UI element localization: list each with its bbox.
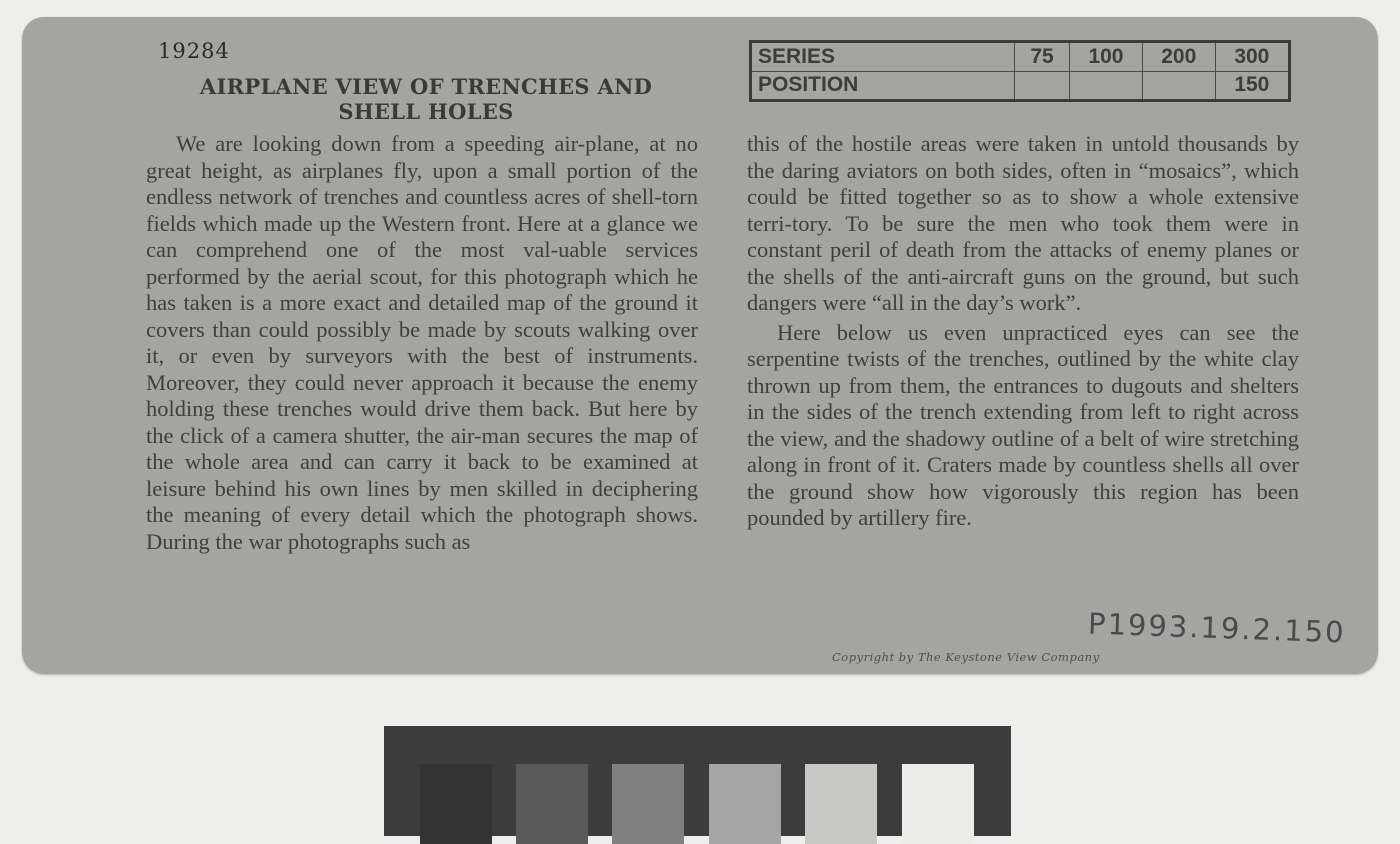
position-cell bbox=[1015, 71, 1070, 101]
gray-swatch bbox=[612, 764, 684, 844]
stereoview-card-back bbox=[22, 17, 1378, 674]
position-cell: 150 bbox=[1215, 71, 1289, 101]
copyright-line: Copyright by The Keystone View Company bbox=[832, 650, 1100, 664]
title-line-2: SHELL HOLES bbox=[338, 99, 514, 124]
card-title bbox=[142, 74, 710, 124]
description-paragraph: Here below us even unpracticed eyes can see the serpentine twists of the trenches, outlined by the white clay thrown up from them, the entrances to dugouts and shelters in the sides of the trench extending from left to right across the view, and the shadowy outline of a belt of wire stretching along in front of it. Craters made by countless shells all over the ground show how vigorously this region has been pounded by artillery fire. bbox=[747, 319, 1299, 530]
position-cell bbox=[1070, 71, 1143, 101]
handwritten-accession-number: P1993.19.2.150 bbox=[1087, 606, 1347, 650]
position-row bbox=[751, 71, 1290, 101]
series-cell: 300 bbox=[1215, 42, 1289, 72]
gray-swatch bbox=[805, 764, 877, 844]
title-line-1: AIRPLANE VIEW OF TRENCHES AND bbox=[199, 74, 653, 99]
catalog-number: 19284 bbox=[158, 39, 230, 63]
grayscale-color-target bbox=[384, 726, 1011, 836]
series-cell: 75 bbox=[1015, 42, 1070, 72]
position-cell bbox=[1142, 71, 1215, 101]
position-label: POSITION bbox=[751, 71, 1015, 101]
series-position-table bbox=[749, 40, 1291, 102]
description-paragraph: this of the hostile areas were taken in untold thousands by the daring aviators on both sides, often in “mosaics”, which could be fitted together so as to show a whole extensive terri-tory. To be sure the men who took them were in constant peril of death from the attacks of enemy planes or the shells of the anti-aircraft guns on the ground, but such dangers were “all in the day’s work”. bbox=[747, 131, 1299, 315]
description-paragraph: We are looking down from a speeding air-plane, at no great height, as airplanes fly, upon a small portion of the endless network of trenches and countless acres of shell-torn fields which made up the Western front. Here at a glance we can comprehend one of the most val-uable services performed by the aerial scout, for this photograph which he has taken is a more exact and detailed map of the ground it covers than could possibly be made by scouts walking over it, or even by surveyors with the best of instruments. Moreover, they could never approach it because the enemy holding these trenches would drive them back. But here by the click of a camera shutter, the air-man secures the map of the whole area and can carry it back to be examined at leisure behind his own lines by men skilled in deciphering the meaning of every detail which the photograph shows. During the war photographs such as bbox=[146, 131, 698, 554]
series-row bbox=[751, 42, 1290, 72]
description-column-right bbox=[747, 131, 1299, 532]
gray-swatch bbox=[516, 764, 588, 844]
gray-swatch bbox=[902, 764, 974, 844]
gray-swatch bbox=[709, 764, 781, 844]
description-column-left bbox=[146, 131, 698, 555]
series-label: SERIES bbox=[751, 42, 1015, 72]
gray-swatch bbox=[420, 764, 492, 844]
series-cell: 200 bbox=[1142, 42, 1215, 72]
series-cell: 100 bbox=[1070, 42, 1143, 72]
